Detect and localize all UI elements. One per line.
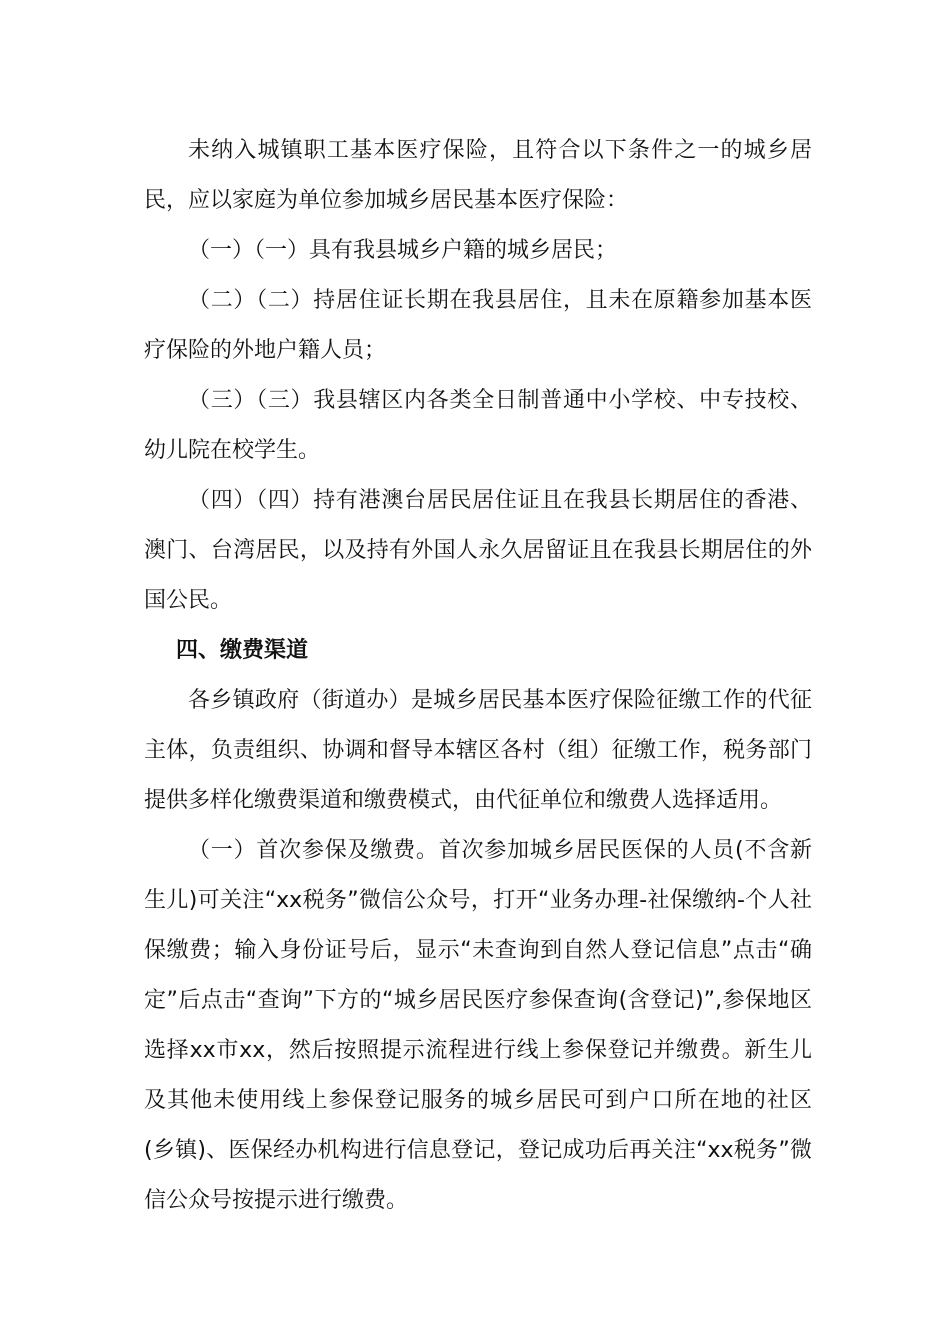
paragraph-collection-subject: 各乡镇政府（街道办）是城乡居民基本医疗保险征缴工作的代征主体，负责组织、协调和督导本辖区各村（组）征缴工作，税务部门提供多样化缴费渠道和缴费模式，由代征单位和缴费人选择适用。 (144, 688, 812, 813)
paragraph-first-enrollment: （一）首次参保及缴费。首次参加城乡居民医保的人员(不含新生儿)可关注“xx税务”微信公众号，打开“业务办理-社保缴纳-个人社保缴费；输入身份证号后，显示“未查询到自然人登记信息”点击“确定”后点击“查询”下方的“城乡居民医疗参保查询(含登记)”,参保地区选择xx市xx，然后按照提示流程进行线上参保登记并缴费。新生儿及其他未使用线上参保登记服务的城乡居民可到户口所在地的社区(乡镇)、医保经办机构进行信息登记，登记成功后再关注“xx税务”微信公众号按提示进行缴费。 (144, 838, 812, 1213)
paragraph-condition-1: （一）（一）具有我县城乡户籍的城乡居民； (188, 238, 618, 263)
paragraph-condition-2: （二）（二）持居住证长期在我县居住，且未在原籍参加基本医疗保险的外地户籍人员； (144, 288, 812, 363)
document-body (144, 126, 812, 1226)
paragraph-condition-4: （四）（四）持有港澳台居民居住证且在我县长期居住的香港、澳门、台湾居民，以及持有外国人永久居留证且在我县长期居住的外国公民。 (144, 488, 812, 613)
section-heading-payment-channels: 四、缴费渠道 (176, 638, 309, 663)
paragraph-eligibility-intro: 未纳入城镇职工基本医疗保险，且符合以下条件之一的城乡居民，应以家庭为单位参加城乡居民基本医疗保险： (144, 138, 812, 213)
paragraph-condition-3: （三）（三）我县辖区内各类全日制普通中小学校、中专技校、幼儿院在校学生。 (144, 388, 812, 463)
